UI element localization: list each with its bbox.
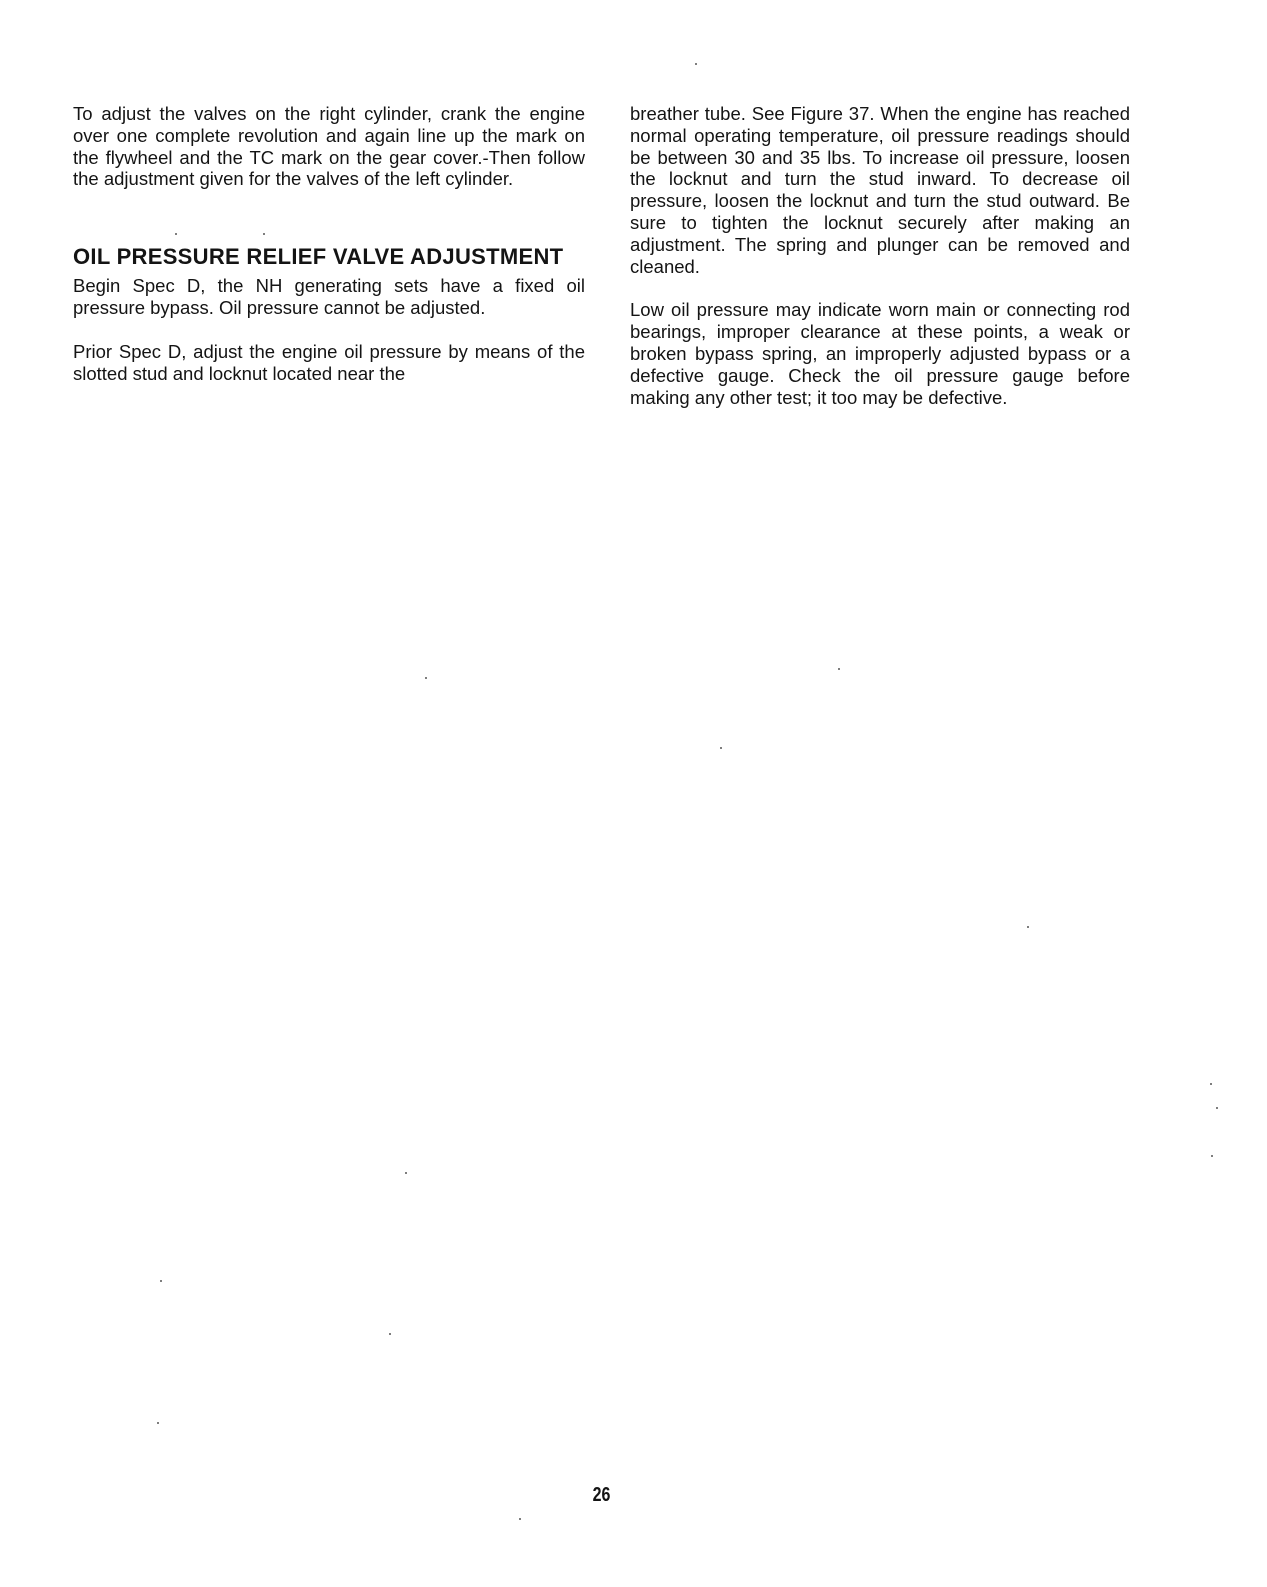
paragraph-prior-spec-d: Prior Spec D, adjust the engine oil pressure by means of the slotted stud and locknut located near the — [73, 340, 585, 384]
paragraph-begin-spec-d: Begin Spec D, the NH generating sets have a fixed oil pressure bypass. Oil pressure cannot be adjusted. — [73, 275, 585, 318]
scan-speck — [263, 233, 265, 235]
scan-speck — [1216, 1107, 1218, 1109]
paragraph-breather-tube: breather tube. See Figure 37. When the engine has reached normal operating temperature, oil pressure readings should be between 30 and 35 lbs. To increase oil pressure, loosen the locknut and turn the stud inward. To decrease oil pressure, loosen the locknut and turn the stud outward. Be sure to tighten the locknut securely after making an adjustment. The spring and plunger can be removed and cleaned. — [630, 103, 1130, 277]
section-heading-oil-pressure-relief-valve: OIL PRESSURE RELIEF VALVE ADJUSTMENT — [73, 244, 564, 270]
scan-speck — [405, 1172, 407, 1174]
scan-speck — [1211, 1155, 1213, 1157]
scan-speck — [157, 1422, 159, 1424]
page-number: 26 — [592, 1484, 611, 1506]
scan-speck — [425, 677, 427, 679]
scan-speck — [1210, 1083, 1212, 1085]
scan-speck — [1027, 926, 1029, 928]
right-column — [630, 103, 1130, 408]
paragraph-right-cylinder-adjustment: To adjust the valves on the right cylinder, crank the engine over one complete revolution and again line up the mark on the flywheel and the TC mark on the gear cover.-Then follow the adjustment given for the valves of the left cylinder. — [73, 103, 585, 190]
scan-speck — [695, 63, 697, 65]
scan-speck — [519, 1518, 521, 1520]
paragraph-low-oil-pressure: Low oil pressure may indicate worn main or connecting rod bearings, improper clearance at these points, a weak or broken bypass spring, an improperly adjusted bypass or a defective gauge. Check the oil pressure gauge before making any other test; it too may be defective. — [630, 299, 1130, 408]
scan-speck — [838, 668, 840, 670]
left-column — [73, 103, 585, 384]
scan-speck — [389, 1333, 391, 1335]
scan-speck — [160, 1280, 162, 1282]
scan-speck — [720, 747, 722, 749]
scan-speck — [175, 233, 177, 235]
